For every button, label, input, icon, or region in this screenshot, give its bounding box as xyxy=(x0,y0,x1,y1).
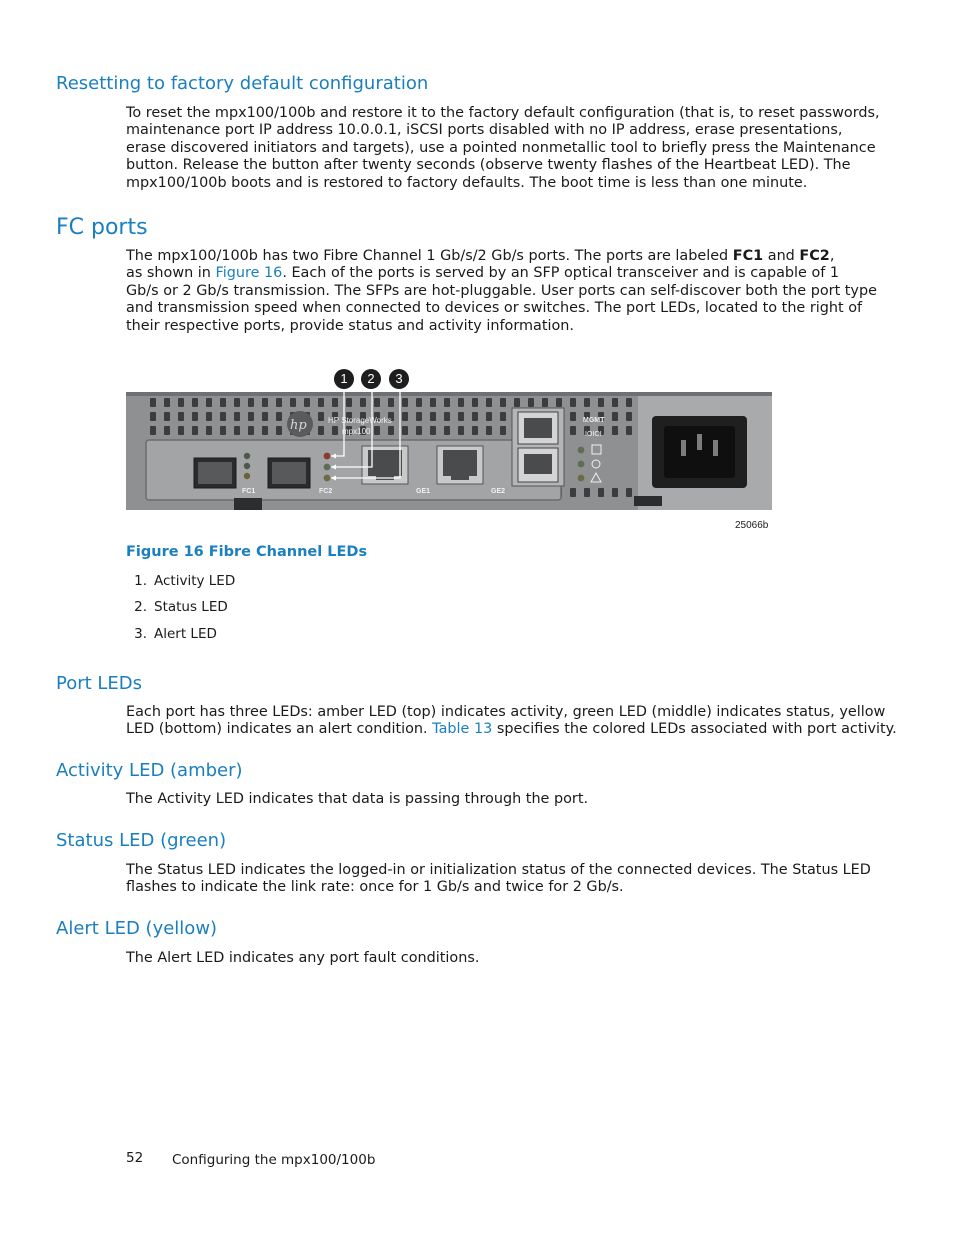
legend-item-number: 3. xyxy=(134,626,147,642)
status-paragraph xyxy=(126,862,871,897)
legend-item-label: Activity LED xyxy=(154,573,236,589)
callout-2: 2 xyxy=(361,369,381,389)
fc2-label: FC2 xyxy=(799,248,830,264)
legend-item-number: 2. xyxy=(134,599,147,615)
fc2-port-label: FC2 xyxy=(319,488,333,495)
reset-line-4: button. Release the button after twenty seconds (observe twenty flashes of the Heartbeat LED). The xyxy=(126,157,851,174)
section-heading-port-leds: Port LEDs xyxy=(56,673,143,694)
section-heading-reset: Resetting to factory default configuration xyxy=(56,73,429,94)
alert-line: The Alert LED indicates any port fault conditions. xyxy=(126,950,480,966)
fc-line-4: and transmission speed when connected to devices or switches. The port LEDs, located to the right of xyxy=(126,300,863,317)
reset-line-1: To reset the mpx100/100b and restore it to the factory default configuration (that is, to reset passwords, xyxy=(126,105,880,121)
fc-line-2 xyxy=(126,265,838,282)
fc-line-1-text: The mpx100/100b has two Fibre Channel 1 Gb/s/2 Gb/s ports. The ports are labeled xyxy=(126,248,733,264)
fc-line-2-rest: . Each of the ports is served by an SFP optical transceiver and is capable of 1 xyxy=(282,265,840,282)
svg-text:hp: hp xyxy=(290,418,307,433)
port-leds-line-2-text: LED (bottom) indicates an alert condition. xyxy=(126,721,433,738)
caption-label: Figure xyxy=(126,544,179,560)
legend-item-label: Status LED xyxy=(154,599,228,615)
fc-line-2-text: as shown in xyxy=(126,265,216,282)
fc-line-1-end: , xyxy=(829,248,835,264)
brand-label: HP StorageWorks xyxy=(328,416,392,425)
legend-item xyxy=(126,573,235,589)
legend-item-label: Alert LED xyxy=(154,626,217,642)
figure-code: 25066b xyxy=(735,520,769,531)
table-13-link[interactable]: Table 13 xyxy=(432,721,493,738)
port-leds-line-2-rest: specifies the colored LEDs associated with port activity. xyxy=(492,721,897,738)
callout-3: 3 xyxy=(389,369,409,389)
fc-line-1 xyxy=(126,248,838,265)
ge2-port-label: GE2 xyxy=(491,488,506,495)
activity-paragraph xyxy=(126,791,838,808)
mgmt-label: MGMT xyxy=(583,417,605,424)
page-number: 52 xyxy=(126,1150,144,1166)
port-leds-line-2 xyxy=(126,721,897,738)
alert-paragraph xyxy=(126,950,838,967)
footer-title: Configuring the mpx100/100b xyxy=(172,1152,376,1168)
fc-line-5: their respective ports, provide status and activity information. xyxy=(126,317,574,334)
status-line-1: The Status LED indicates the logged-in or initialization status of the connected devices. The Status LED xyxy=(126,862,871,878)
fc-line-1-and: and xyxy=(763,248,800,264)
legend-item xyxy=(126,626,217,642)
reset-line-3: erase discovered initiators and targets), use a pointed nonmetallic tool to briefly press the Maintenance xyxy=(126,139,876,156)
reset-line-5: mpx100/100b boots and is restored to factory defaults. The boot time is less than one minute. xyxy=(126,174,808,191)
port-leds-line-1: Each port has three LEDs: amber LED (top) indicates activity, green LED (middle) indicates status, yellow xyxy=(126,704,886,720)
callout-1: 1 xyxy=(334,369,354,389)
mpx100-front-panel-photo xyxy=(126,392,772,510)
reset-paragraph xyxy=(126,105,880,192)
figure-caption xyxy=(126,544,367,560)
caption-title: Fibre Channel LEDs xyxy=(208,544,368,560)
activity-line: The Activity LED indicates that data is passing through the port. xyxy=(126,791,589,807)
port-leds-paragraph xyxy=(126,704,897,739)
fc1-port-label: FC1 xyxy=(242,488,256,495)
fc-ports-paragraph xyxy=(126,248,877,335)
caption-number: 16 xyxy=(183,544,204,560)
model-label: mpx100 xyxy=(342,427,371,436)
status-led xyxy=(324,464,331,471)
ioioi-label: IOIOI xyxy=(585,431,602,438)
fc1-label: FC1 xyxy=(732,248,764,264)
section-heading-activity-led: Activity LED (amber) xyxy=(56,760,243,781)
fc-line-3: Gb/s or 2 Gb/s transmission. The SFPs are hot-pluggable. User ports can self-discover both the port type xyxy=(126,282,877,299)
reset-line-2: maintenance port IP address 10.0.0.1, iSCSI ports disabled with no IP address, erase presentations, xyxy=(126,122,843,139)
activity-led xyxy=(324,453,331,460)
ge1-port-label: GE1 xyxy=(416,488,431,495)
legend-item xyxy=(126,599,228,615)
section-heading-alert-led: Alert LED (yellow) xyxy=(56,918,218,939)
legend-item-number: 1. xyxy=(134,573,147,589)
alert-led xyxy=(324,475,331,482)
section-heading-status-led: Status LED (green) xyxy=(56,830,227,851)
section-heading-fc-ports: FC ports xyxy=(56,215,148,240)
figure-16-link[interactable]: Figure 16 xyxy=(215,265,283,282)
status-line-2: flashes to indicate the link rate: once for 1 Gb/s and twice for 2 Gb/s. xyxy=(126,879,624,896)
